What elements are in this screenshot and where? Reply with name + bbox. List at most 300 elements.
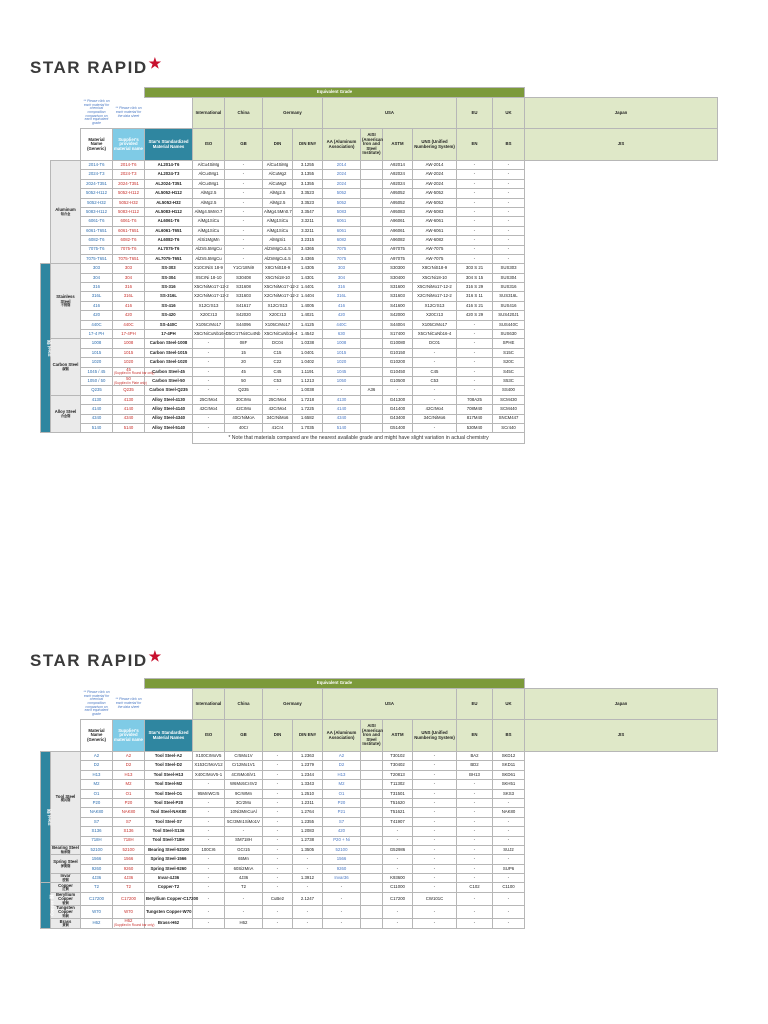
region-header: UK bbox=[493, 689, 525, 720]
cell: S41617 bbox=[225, 301, 263, 310]
cell bbox=[361, 798, 383, 807]
supplier-material-link[interactable]: 4J36 bbox=[113, 874, 145, 883]
supplier-material-link[interactable]: D2 bbox=[113, 761, 145, 770]
cell: X5CrNiMo17-12-2 bbox=[263, 283, 293, 292]
supplier-material-link[interactable]: T2 bbox=[113, 883, 145, 892]
cell: SS400 bbox=[493, 386, 525, 395]
generic-material-link[interactable]: NAK80 bbox=[81, 808, 113, 817]
cell bbox=[361, 752, 383, 761]
equivalent-grade-link[interactable]: 304 bbox=[323, 273, 361, 282]
equivalent-grade-link[interactable]: 6061 bbox=[323, 217, 361, 226]
equivalent-grade-link[interactable]: 7075 bbox=[323, 254, 361, 263]
supplier-material-link[interactable]: 1020 bbox=[113, 358, 145, 367]
cell: - bbox=[225, 236, 263, 245]
cell: A92024 bbox=[383, 170, 413, 179]
cell: 416 S 21 bbox=[457, 301, 493, 310]
supplier-material-link[interactable]: NAK80 bbox=[113, 808, 145, 817]
equivalent-grade-link[interactable]: 5140 bbox=[323, 423, 361, 432]
equivalent-grade-link[interactable]: A2 bbox=[323, 752, 361, 761]
cell: - bbox=[457, 254, 493, 263]
equivalent-grade-link[interactable]: 1045 bbox=[323, 367, 361, 376]
equivalent-grade-link[interactable]: P21 bbox=[323, 808, 361, 817]
equivalent-grade-link[interactable]: 4130 bbox=[323, 395, 361, 404]
supplier-material-link[interactable]: S136 bbox=[113, 827, 145, 836]
supplier-material-link[interactable]: M2 bbox=[113, 780, 145, 789]
generic-material-link[interactable]: A2 bbox=[81, 752, 113, 761]
cell bbox=[361, 367, 383, 376]
equivalent-grade-link[interactable]: 9260 bbox=[323, 864, 361, 873]
cell: T51621 bbox=[383, 808, 413, 817]
generic-material-link[interactable]: 1050 / 50 bbox=[81, 376, 113, 385]
generic-material-link[interactable]: 5140 bbox=[81, 423, 113, 432]
cell: T41907 bbox=[383, 817, 413, 826]
generic-material-link[interactable]: 9260 bbox=[81, 864, 113, 873]
supplier-material-link[interactable]: 2024-T351 bbox=[113, 179, 145, 188]
cell: X8CrNiS18-9 bbox=[263, 264, 293, 273]
standard-material-name: Carbon Steel-1020 bbox=[145, 358, 193, 367]
generic-material-link[interactable]: 5052-H112 bbox=[81, 189, 113, 198]
comparison-note: * Note that materials compared are the nearest available grade and might have slight variation in actual chemistry bbox=[193, 433, 525, 444]
cell: - bbox=[413, 348, 457, 357]
cell: 3.3211 bbox=[293, 226, 323, 235]
cell: T11302 bbox=[383, 780, 413, 789]
equivalent-grade-link[interactable]: 4340 bbox=[323, 414, 361, 423]
table-row bbox=[41, 283, 718, 292]
generic-material-link[interactable]: 718H bbox=[81, 836, 113, 845]
cell: 10Ni3MnCuAl bbox=[225, 808, 263, 817]
supplier-material-link[interactable]: 5052-H112 bbox=[113, 189, 145, 198]
equivalent-grade-link[interactable]: 4140 bbox=[323, 405, 361, 414]
generic-material-link[interactable]: 440C bbox=[81, 320, 113, 329]
cell bbox=[361, 423, 383, 432]
equivalent-grade-link[interactable]: 1566 bbox=[323, 855, 361, 864]
cell: S30300 bbox=[383, 264, 413, 273]
cell: 20 bbox=[225, 358, 263, 367]
generic-material-link[interactable]: 7075-T651 bbox=[81, 254, 113, 263]
generic-material-link[interactable]: 4340 bbox=[81, 414, 113, 423]
cell: AlCu4Mg1 bbox=[193, 170, 225, 179]
cell: AlCuMg2 bbox=[263, 170, 293, 179]
category-label: Copper 铜 bbox=[41, 883, 51, 928]
generic-material-link[interactable]: T2 bbox=[81, 883, 113, 892]
generic-material-link[interactable]: 416 bbox=[81, 301, 113, 310]
cell: - bbox=[413, 883, 457, 892]
cell: S31608 bbox=[225, 283, 263, 292]
supplier-material-link[interactable]: 45 (Supplied in Round bar only) bbox=[114, 366, 155, 376]
cell: - bbox=[413, 798, 457, 807]
equivalent-grade-link[interactable]: S7 bbox=[323, 817, 361, 826]
cell: G41300 bbox=[383, 395, 413, 404]
supplier-material-link[interactable]: H13 bbox=[113, 770, 145, 779]
equivalent-grade-link[interactable]: M2 bbox=[323, 780, 361, 789]
supplier-material-link[interactable]: 718H bbox=[113, 836, 145, 845]
cell: - bbox=[457, 226, 493, 235]
generic-material-link[interactable]: S136 bbox=[81, 827, 113, 836]
generic-material-link[interactable]: 52100 bbox=[81, 845, 113, 854]
generic-material-link[interactable]: 304 bbox=[81, 273, 113, 282]
generic-material-link[interactable]: 5052-H32 bbox=[81, 198, 113, 207]
supplier-material-link[interactable]: 316L bbox=[113, 292, 145, 301]
standard-header: DIN bbox=[263, 129, 293, 161]
generic-material-link[interactable]: 2024-T351 bbox=[81, 179, 113, 188]
cell: AW-5052 bbox=[413, 198, 457, 207]
cell: - bbox=[193, 780, 225, 789]
generic-material-link[interactable]: 7075-T6 bbox=[81, 245, 113, 254]
generic-material-link[interactable]: 4140 bbox=[81, 405, 113, 414]
cell bbox=[361, 405, 383, 414]
supplier-material-link[interactable]: 52100 bbox=[113, 845, 145, 854]
equivalent-grade-link[interactable]: 5052 bbox=[323, 189, 361, 198]
supplier-material-link[interactable]: Q235 bbox=[113, 386, 145, 395]
cell: - bbox=[413, 780, 457, 789]
cell: - bbox=[413, 836, 457, 845]
cell: 3.3547 bbox=[293, 207, 323, 216]
column-standard-name: Star's Standardized Material Names bbox=[145, 129, 193, 161]
cell: AlCu4SiMg bbox=[193, 161, 225, 170]
equivalent-grade-link[interactable]: 1008 bbox=[323, 339, 361, 348]
cell: - bbox=[323, 906, 361, 919]
cell: 42CrMo4 bbox=[193, 405, 225, 414]
cell: 1.2764 bbox=[293, 808, 323, 817]
cell: C15 bbox=[263, 348, 293, 357]
equivalent-grade-link[interactable]: 2014 bbox=[323, 161, 361, 170]
supplier-material-link[interactable]: 6061-T6 bbox=[113, 217, 145, 226]
table-row bbox=[41, 780, 718, 789]
supplier-material-link[interactable]: 316 bbox=[113, 283, 145, 292]
generic-material-link[interactable]: Q235 bbox=[81, 386, 113, 395]
standard-header: AISI (American Iron and Steel Institute) bbox=[361, 129, 383, 161]
supplier-material-link[interactable]: 6082-T6 bbox=[113, 236, 145, 245]
equivalent-grade-link[interactable]: O1 bbox=[323, 789, 361, 798]
equivalent-grade-link[interactable]: 630 bbox=[323, 330, 361, 339]
supplier-material-link[interactable]: 5140 bbox=[113, 423, 145, 432]
equivalent-grade-link[interactable]: 6082 bbox=[323, 236, 361, 245]
star-rapid-logo: STAR RAPID★ bbox=[30, 55, 163, 77]
equivalent-grade-link[interactable]: 1015 bbox=[323, 348, 361, 357]
generic-material-link[interactable]: 17-4 PH bbox=[81, 330, 113, 339]
generic-material-link[interactable]: S7 bbox=[81, 817, 113, 826]
equivalent-grade-link[interactable]: 316 bbox=[323, 283, 361, 292]
cell: Q235 bbox=[225, 386, 263, 395]
cell: Cr12Mo1V1 bbox=[225, 761, 263, 770]
cell: 1.3343 bbox=[293, 780, 323, 789]
equivalent-grade-link[interactable]: P20 bbox=[323, 798, 361, 807]
cell: - bbox=[193, 855, 225, 864]
cell bbox=[361, 320, 383, 329]
cell: SKS3 bbox=[493, 789, 525, 798]
equivalent-grade-link[interactable]: 1050 bbox=[323, 376, 361, 385]
generic-material-link[interactable]: 420 bbox=[81, 311, 113, 320]
equivalent-grade-link[interactable]: D2 bbox=[323, 761, 361, 770]
cell: - bbox=[457, 864, 493, 873]
generic-material-link[interactable]: 5083-H112 bbox=[81, 207, 113, 216]
cell: AlZnMgCu1.5 bbox=[263, 245, 293, 254]
supplier-material-link[interactable]: 1015 bbox=[113, 348, 145, 357]
standard-material-name: AL2024-T3 bbox=[145, 170, 193, 179]
equivalent-grade-link[interactable]: 2024 bbox=[323, 179, 361, 188]
supplier-material-link[interactable]: A2 bbox=[113, 752, 145, 761]
equivalent-grade-link[interactable]: P20 + Ni bbox=[323, 836, 361, 845]
cell: - bbox=[457, 170, 493, 179]
cell: A95052 bbox=[383, 189, 413, 198]
standard-header: GB bbox=[225, 720, 263, 752]
table-row bbox=[41, 236, 718, 245]
supplier-material-link[interactable]: 303 bbox=[113, 264, 145, 273]
cell: 1.0401 bbox=[293, 348, 323, 357]
generic-material-link[interactable]: 6061-T651 bbox=[81, 226, 113, 235]
standard-material-name: Tool Steel-718H bbox=[145, 836, 193, 845]
cell: - bbox=[383, 919, 413, 928]
cell: T51620 bbox=[383, 798, 413, 807]
generic-material-link[interactable]: 316 bbox=[81, 283, 113, 292]
supplier-material-link[interactable]: 17-4PH bbox=[113, 330, 145, 339]
equivalent-grade-link[interactable]: 52100 bbox=[323, 845, 361, 854]
generic-material-link[interactable]: M2 bbox=[81, 780, 113, 789]
standard-material-name: Tool Steel-A2 bbox=[145, 752, 193, 761]
supplier-material-link[interactable]: 7075-T6 bbox=[113, 245, 145, 254]
material-group: Carbon Steel 碳钢 bbox=[51, 339, 81, 395]
cell: AlMg1SiCu bbox=[193, 217, 225, 226]
supplier-material-link[interactable]: 6061-T651 bbox=[113, 226, 145, 235]
cell: AlMg2.5 bbox=[193, 189, 225, 198]
standard-header: ISO bbox=[193, 129, 225, 161]
cell: - bbox=[413, 827, 457, 836]
cell: - bbox=[293, 919, 323, 928]
table-row bbox=[41, 864, 718, 873]
generic-material-link[interactable]: 1045 / 45 bbox=[81, 367, 113, 376]
cell: 42CrMo4 bbox=[263, 405, 293, 414]
generic-material-link[interactable]: 1015 bbox=[81, 348, 113, 357]
cell: - bbox=[457, 358, 493, 367]
cell bbox=[361, 892, 383, 905]
standard-material-name: Spring Steel-9260 bbox=[145, 864, 193, 873]
standard-header: JIS bbox=[525, 720, 718, 752]
generic-material-link[interactable]: 1566 bbox=[81, 855, 113, 864]
cell: - bbox=[193, 367, 225, 376]
table-row bbox=[41, 161, 718, 170]
material-group: Tool Steel 模具钢 bbox=[51, 752, 81, 846]
cell: G43400 bbox=[383, 414, 413, 423]
supplier-material-link[interactable]: 7075-T651 bbox=[113, 254, 145, 263]
cell: - bbox=[457, 855, 493, 864]
table-row bbox=[41, 207, 718, 216]
supplier-material-link[interactable]: 440C bbox=[113, 320, 145, 329]
supplier-material-link[interactable]: H62 (Supplied in Round bar only) bbox=[114, 918, 155, 927]
cell bbox=[361, 395, 383, 404]
generic-material-link[interactable]: 6061-T6 bbox=[81, 217, 113, 226]
generic-material-link[interactable]: 6082-T6 bbox=[81, 236, 113, 245]
equivalent-grade-link[interactable]: 5083 bbox=[323, 207, 361, 216]
supplier-material-link[interactable]: C17200 bbox=[113, 892, 145, 905]
supplier-material-link[interactable]: 1008 bbox=[113, 339, 145, 348]
equivalent-grade-link[interactable]: Invar36 bbox=[323, 874, 361, 883]
supplier-material-link[interactable]: 304 bbox=[113, 273, 145, 282]
cell: - bbox=[293, 864, 323, 873]
generic-material-link[interactable]: P20 bbox=[81, 798, 113, 807]
cell: 1.2355 bbox=[293, 817, 323, 826]
supplier-material-link[interactable]: 416 bbox=[113, 301, 145, 310]
cell: AW-6082 bbox=[413, 236, 457, 245]
supplier-material-link[interactable]: 420 bbox=[113, 311, 145, 320]
cell bbox=[361, 217, 383, 226]
cell: - bbox=[225, 179, 263, 188]
standard-material-name: Tool Steel-S7 bbox=[145, 817, 193, 826]
standard-material-name: SS-316L bbox=[145, 292, 193, 301]
cell bbox=[361, 292, 383, 301]
standard-material-name: SS-416 bbox=[145, 301, 193, 310]
equivalent-grade-link[interactable]: 316L bbox=[323, 292, 361, 301]
cell bbox=[361, 789, 383, 798]
cell: H62 bbox=[225, 919, 263, 928]
cell: S17400 bbox=[383, 330, 413, 339]
equivalent-grade-link[interactable]: 416 bbox=[323, 301, 361, 310]
generic-material-link[interactable]: C17200 bbox=[81, 892, 113, 905]
cell: SUJ2 bbox=[493, 845, 525, 854]
cell: AlMg4.5Mn0.7 bbox=[263, 207, 293, 216]
table-row bbox=[41, 808, 718, 817]
supplier-material-link[interactable]: 2014-T6 bbox=[113, 161, 145, 170]
cell: - bbox=[413, 919, 457, 928]
generic-material-link[interactable]: D2 bbox=[81, 761, 113, 770]
equivalent-grade-link[interactable]: 1020 bbox=[323, 358, 361, 367]
generic-material-link[interactable]: H62 bbox=[81, 919, 113, 928]
equivalent-grade-link[interactable]: 420 bbox=[323, 311, 361, 320]
cell: 65Mn bbox=[225, 855, 263, 864]
cell: AW-5052 bbox=[413, 189, 457, 198]
region-header: Germany bbox=[263, 98, 323, 129]
cell: - bbox=[193, 339, 225, 348]
cell: 4Cr5MoSiV1 bbox=[225, 770, 263, 779]
region-header: UK bbox=[493, 98, 525, 129]
standard-header: BS bbox=[493, 720, 525, 752]
generic-material-link[interactable]: 303 bbox=[81, 264, 113, 273]
table-row bbox=[41, 798, 718, 807]
cell: 1.4005 bbox=[293, 301, 323, 310]
cell: SKD12 bbox=[493, 752, 525, 761]
cell: - bbox=[193, 883, 225, 892]
cell: - bbox=[493, 798, 525, 807]
generic-material-link[interactable]: 4J36 bbox=[81, 874, 113, 883]
cell: AlMgSi1 bbox=[263, 236, 293, 245]
supplier-material-link[interactable]: 5052-H32 bbox=[113, 198, 145, 207]
equivalent-grade-link[interactable]: 6061 bbox=[323, 226, 361, 235]
material-group: Invar 殷钢 bbox=[51, 874, 81, 883]
supplier-material-link[interactable]: 4140 bbox=[113, 405, 145, 414]
generic-material-link[interactable]: 2024-T3 bbox=[81, 170, 113, 179]
cell: DC01 bbox=[413, 339, 457, 348]
cell: S42000 bbox=[383, 311, 413, 320]
cell: - bbox=[383, 386, 413, 395]
cell: AW-2024 bbox=[413, 170, 457, 179]
cell: - bbox=[263, 761, 293, 770]
cell: - bbox=[193, 827, 225, 836]
cell bbox=[361, 301, 383, 310]
supplier-material-link[interactable]: S7 bbox=[113, 817, 145, 826]
equivalent-grade-link[interactable]: 303 bbox=[323, 264, 361, 273]
equivalent-grade-link[interactable]: 7075 bbox=[323, 245, 361, 254]
supplier-material-link[interactable]: P20 bbox=[113, 798, 145, 807]
cell: - bbox=[193, 808, 225, 817]
cell: - bbox=[263, 780, 293, 789]
generic-material-link[interactable]: 4130 bbox=[81, 395, 113, 404]
cell: - bbox=[457, 817, 493, 826]
generic-material-link[interactable]: W70 bbox=[81, 906, 113, 919]
table-row bbox=[41, 405, 718, 414]
cell: 95MnWCr5 bbox=[193, 789, 225, 798]
standard-material-name: Carbon Steel-45 bbox=[145, 367, 193, 376]
cell: G51400 bbox=[383, 423, 413, 432]
cell: S30408 bbox=[225, 273, 263, 282]
equivalent-grade-link[interactable]: 5052 bbox=[323, 198, 361, 207]
generic-material-link[interactable]: 316L bbox=[81, 292, 113, 301]
standard-material-name: Tool Steel-D2 bbox=[145, 761, 193, 770]
cell: - bbox=[413, 864, 457, 873]
generic-material-link[interactable]: 2014-T6 bbox=[81, 161, 113, 170]
table-row bbox=[41, 789, 718, 798]
cell: A97075 bbox=[383, 254, 413, 263]
cell: - bbox=[457, 198, 493, 207]
cell bbox=[361, 311, 383, 320]
supplier-material-link[interactable]: 9260 bbox=[113, 864, 145, 873]
cell: X2CrNiMo17-12-2 bbox=[413, 292, 457, 301]
supplier-material-link[interactable]: 1566 bbox=[113, 855, 145, 864]
cell bbox=[361, 874, 383, 883]
equivalent-grade-link[interactable]: 420 bbox=[323, 827, 361, 836]
table-row bbox=[41, 883, 718, 892]
cell bbox=[361, 780, 383, 789]
standard-material-name: AL7075-T651 bbox=[145, 254, 193, 263]
cell: 3.3523 bbox=[293, 198, 323, 207]
cell: - bbox=[225, 170, 263, 179]
equivalent-grade-link[interactable]: 2024 bbox=[323, 170, 361, 179]
category-label bbox=[41, 161, 51, 264]
supplier-material-link[interactable]: O1 bbox=[113, 789, 145, 798]
cell: CW101C bbox=[413, 892, 457, 905]
supplier-material-link[interactable]: W70 bbox=[113, 906, 145, 919]
table-row bbox=[41, 179, 718, 188]
equivalent-grade-link[interactable]: 440C bbox=[323, 320, 361, 329]
cell: SUS303 bbox=[493, 264, 525, 273]
cell: DC04 bbox=[263, 339, 293, 348]
equivalent-grade-link[interactable]: H13 bbox=[323, 770, 361, 779]
supplier-material-link[interactable]: 5083-H112 bbox=[113, 207, 145, 216]
cell: 420 S 29 bbox=[457, 311, 493, 320]
generic-material-link[interactable]: O1 bbox=[81, 789, 113, 798]
standard-material-name: AL6061-T6 bbox=[145, 217, 193, 226]
table-row bbox=[41, 311, 718, 320]
supplier-material-link[interactable]: 50 (Supplied in Plate only) bbox=[114, 376, 147, 385]
cell: - bbox=[457, 339, 493, 348]
cell: 4J36 bbox=[225, 874, 263, 883]
supplier-material-link[interactable]: 4130 bbox=[113, 395, 145, 404]
standard-material-name: Tool Steel-S136 bbox=[145, 827, 193, 836]
standard-material-name: AL7075-T6 bbox=[145, 245, 193, 254]
material-group: Stainless Steel 不锈钢 bbox=[51, 264, 81, 339]
standard-material-name: Carbon Steel-50 bbox=[145, 376, 193, 385]
cell: BD2 bbox=[457, 761, 493, 770]
generic-material-link[interactable]: 1008 bbox=[81, 339, 113, 348]
cell bbox=[361, 845, 383, 854]
generic-material-link[interactable]: H13 bbox=[81, 770, 113, 779]
generic-material-link[interactable]: 1020 bbox=[81, 358, 113, 367]
supplier-material-link[interactable]: 4340 bbox=[113, 414, 145, 423]
standard-material-name: Invar-4J36 bbox=[145, 874, 193, 883]
cell: 708A25 bbox=[457, 395, 493, 404]
material-group: Bearing Steel 轴承钢 bbox=[52, 845, 79, 854]
supplier-material-link[interactable]: 2024-T3 bbox=[113, 170, 145, 179]
cell: X105CrMo17 bbox=[413, 320, 457, 329]
cell: - bbox=[193, 414, 225, 423]
